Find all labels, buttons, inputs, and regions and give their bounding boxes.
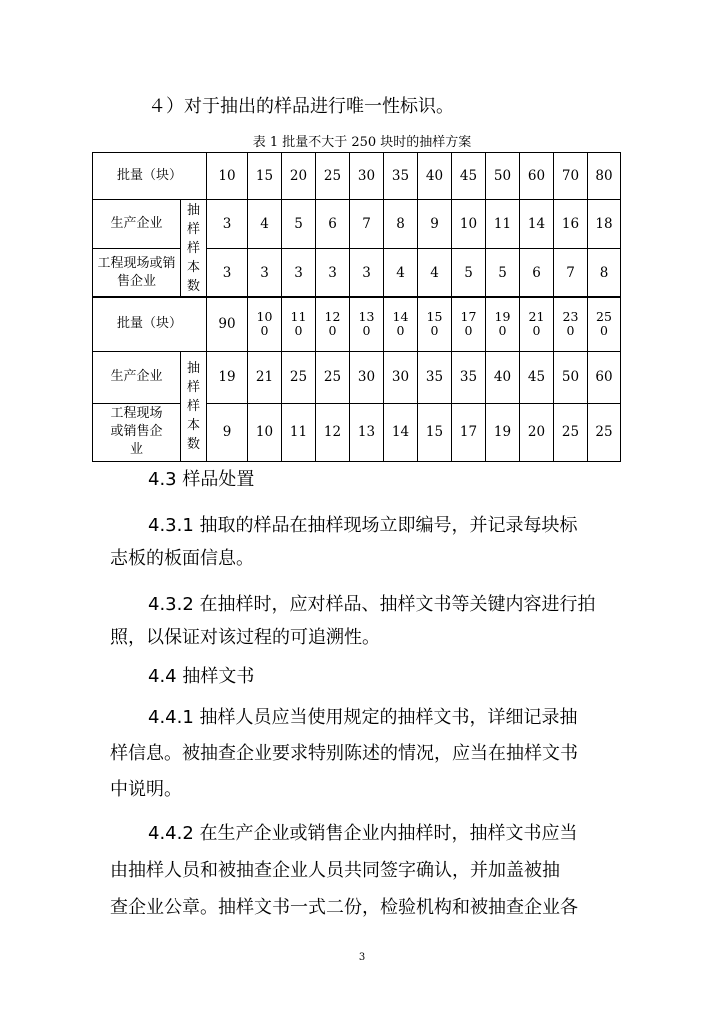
table-cell: 15	[418, 403, 452, 461]
sample-size-label: 抽样样本数	[181, 351, 207, 461]
table-cell: 110	[282, 297, 316, 351]
table-cell: 3	[207, 249, 248, 297]
table-cell: 50	[554, 351, 588, 403]
table-cell: 10	[452, 200, 486, 249]
table-cell: 10	[207, 153, 248, 200]
table-cell: 5	[282, 200, 316, 249]
table-cell: 80	[588, 153, 621, 200]
table-cell: 4	[418, 249, 452, 297]
list-item-4: ４）对于抽出的样品进行唯一性标识。	[148, 96, 454, 117]
table-cell: 10	[248, 403, 282, 461]
table-cell: 3	[350, 249, 384, 297]
paragraph-4-4-2-line3: 查企业公章。抽样文书一式二份，检验机构和被抽查企业各	[110, 897, 578, 918]
table-cell: 20	[282, 153, 316, 200]
table-cell: 30	[350, 153, 384, 200]
table-cell: 4	[248, 200, 282, 249]
batch-header-label: 批量（块）	[93, 297, 207, 351]
table-cell: 35	[418, 351, 452, 403]
table-cell: 30	[384, 351, 418, 403]
sampling-table-part2	[92, 296, 621, 462]
table-cell: 60	[520, 153, 554, 200]
table-cell: 70	[554, 153, 588, 200]
table-cell: 230	[554, 297, 588, 351]
table-cell: 250	[588, 297, 621, 351]
table-cell: 4	[384, 249, 418, 297]
table-cell: 150	[418, 297, 452, 351]
table-cell: 9	[207, 403, 248, 461]
table-cell: 20	[520, 403, 554, 461]
table-cell: 140	[384, 297, 418, 351]
table-cell: 3	[207, 200, 248, 249]
table-cell: 11	[486, 200, 520, 249]
batch-header-label: 批量（块）	[93, 153, 207, 200]
table-cell: 120	[316, 297, 350, 351]
table-cell: 3	[248, 249, 282, 297]
table-cell: 21	[248, 351, 282, 403]
table-cell: 5	[486, 249, 520, 297]
table-cell: 45	[520, 351, 554, 403]
table-cell: 30	[350, 351, 384, 403]
row-label-manufacturer: 生产企业	[93, 200, 181, 249]
table-cell: 210	[520, 297, 554, 351]
table-cell: 19	[486, 403, 520, 461]
table-cell: 13	[350, 403, 384, 461]
table-cell: 8	[384, 200, 418, 249]
table-cell: 15	[248, 153, 282, 200]
table-cell: 35	[452, 351, 486, 403]
table-cell: 25	[588, 403, 621, 461]
paragraph-4-3-2-line1: 4.3.2 在抽样时，应对样品、抽样文书等关键内容进行拍	[148, 594, 596, 615]
table-cell: 90	[207, 297, 248, 351]
table-cell: 18	[588, 200, 621, 249]
table-cell: 50	[486, 153, 520, 200]
paragraph-4-4-1-line3: 中说明。	[110, 779, 182, 800]
row-label-site-or-seller: 工程现场或销售企业	[93, 249, 181, 297]
section-heading-4-3: 4.3 样品处置	[148, 469, 255, 490]
table-cell: 25	[282, 351, 316, 403]
table-cell: 40	[418, 153, 452, 200]
table-cell: 25	[316, 153, 350, 200]
table-cell: 8	[588, 249, 621, 297]
table-cell: 25	[316, 351, 350, 403]
table-cell: 40	[486, 351, 520, 403]
table-cell: 14	[520, 200, 554, 249]
table-cell: 45	[452, 153, 486, 200]
paragraph-4-3-2-line2: 照，以保证对该过程的可追溯性。	[110, 627, 380, 648]
table-cell: 17	[452, 403, 486, 461]
table-cell: 6	[520, 249, 554, 297]
table-cell: 190	[486, 297, 520, 351]
paragraph-4-4-2-line1: 4.4.2 在生产企业或销售企业内抽样时，抽样文书应当	[148, 823, 578, 844]
section-heading-4-4: 4.4 抽样文书	[148, 666, 255, 687]
paragraph-4-3-1-line1: 4.3.1 抽取的样品在抽样现场立即编号，并记录每块标	[148, 515, 578, 536]
table-cell: 7	[350, 200, 384, 249]
row-label-manufacturer: 生产企业	[93, 351, 181, 403]
table-cell: 14	[384, 403, 418, 461]
sample-size-label: 抽样样本数	[181, 200, 207, 297]
table-cell: 6	[316, 200, 350, 249]
paragraph-4-3-1-line2: 志板的板面信息。	[110, 548, 254, 569]
page-number: 3	[358, 952, 366, 963]
table-cell: 12	[316, 403, 350, 461]
table-cell: 16	[554, 200, 588, 249]
table-cell: 25	[554, 403, 588, 461]
paragraph-4-4-1-line2: 样信息。被抽查企业要求特别陈述的情况，应当在抽样文书	[110, 743, 578, 764]
table-cell: 100	[248, 297, 282, 351]
table-cell: 130	[350, 297, 384, 351]
table-cell: 60	[588, 351, 621, 403]
table-cell: 5	[452, 249, 486, 297]
table-cell: 3	[316, 249, 350, 297]
table-cell: 7	[554, 249, 588, 297]
table-cell: 170	[452, 297, 486, 351]
table-caption: 表 1 批量不大于 250 块时的抽样方案	[252, 135, 472, 150]
paragraph-4-4-2-line2: 由抽样人员和被抽查企业人员共同签字确认，并加盖被抽	[110, 860, 560, 881]
table-cell: 19	[207, 351, 248, 403]
table-cell: 35	[384, 153, 418, 200]
sampling-table-part1	[92, 152, 621, 297]
table-cell: 3	[282, 249, 316, 297]
table-cell: 11	[282, 403, 316, 461]
table-cell: 9	[418, 200, 452, 249]
paragraph-4-4-1-line1: 4.4.1 抽样人员应当使用规定的抽样文书，详细记录抽	[148, 707, 578, 728]
row-label-site-or-seller: 工程现场或销售企业	[93, 403, 181, 461]
